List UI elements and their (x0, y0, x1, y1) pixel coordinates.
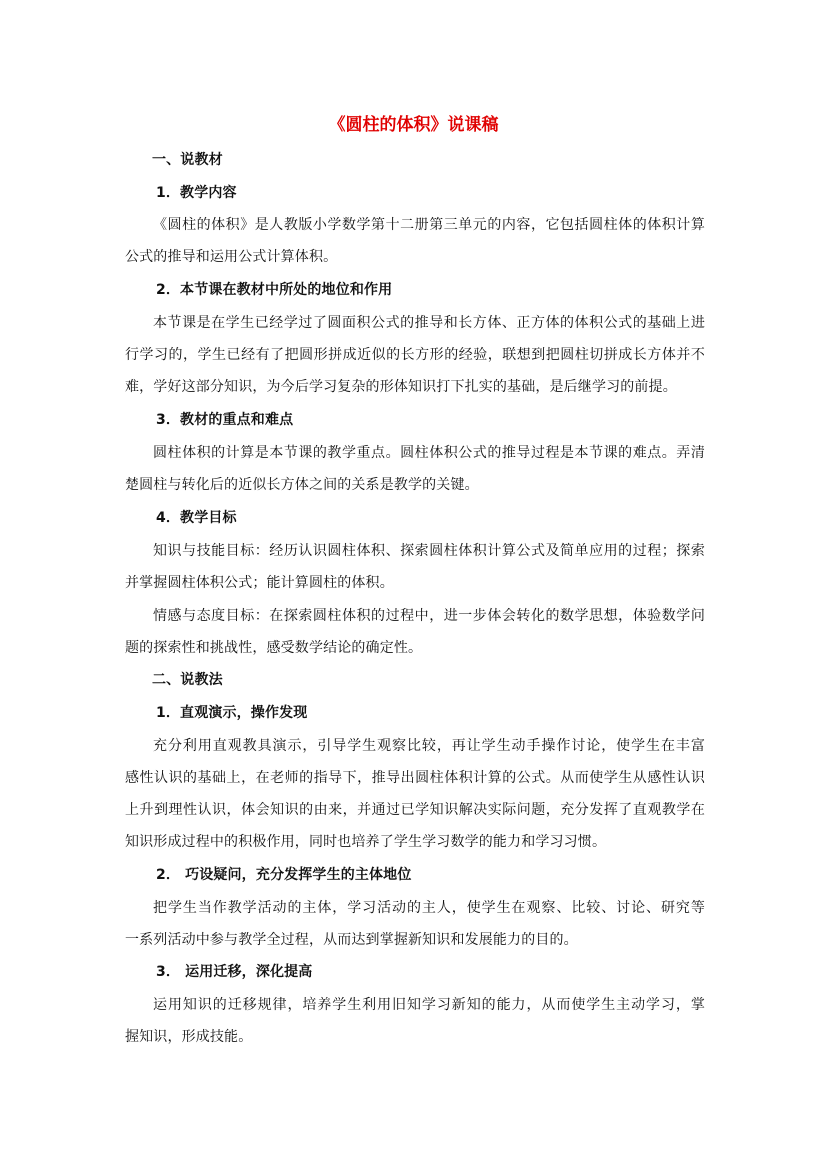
subheading-questions: 2． 巧设疑问，充分发挥学生的主体地位 (156, 867, 412, 883)
section-heading-2: 二、说教法 (152, 672, 223, 688)
paragraph-line: 《圆柱的体积》是人教版小学数学第十二册第三单元的内容，它包括圆柱体的体积计算 (153, 217, 705, 233)
paragraph-line: 公式的推导和运用公式计算体积。 (125, 249, 338, 265)
paragraph-line: 知识形成过程中的积极作用，同时也培养了学生学习数学的能力和学习习惯。 (125, 834, 607, 850)
paragraph-line: 楚圆柱与转化后的近似长方体之间的关系是教学的关键。 (125, 477, 479, 493)
subheading-teaching-content: 1．教学内容 (156, 185, 237, 201)
subheading-transfer: 3． 运用迁移，深化提高 (156, 964, 313, 980)
paragraph-line: 并掌握圆柱体积公式；能计算圆柱的体积。 (125, 575, 394, 591)
paragraph-line: 运用知识的迁移规律，培养学生利用旧知学习新知的能力，从而使学生主动学习，掌 (153, 997, 705, 1013)
paragraph-line: 把学生当作教学活动的主体，学习活动的主人，使学生在观察、比较、讨论、研究等 (153, 900, 705, 916)
paragraph-line: 行学习的，学生已经有了把圆形拼成近似的长方形的经验，联想到把圆柱切拼成长方体并不 (125, 347, 705, 363)
paragraph-line: 本节课是在学生已经学过了圆面积公式的推导和长方体、正方体的体积公式的基础上进 (153, 315, 705, 331)
subheading-key-points: 3．教材的重点和难点 (156, 412, 294, 428)
subheading-teaching-goals: 4．教学目标 (156, 510, 237, 526)
paragraph-line: 知识与技能目标：经历认识圆柱体积、探索圆柱体积计算公式及简单应用的过程；探索 (153, 543, 705, 559)
paragraph-line: 难，学好这部分知识，为今后学习复杂的形体知识打下扎实的基础，是后继学习的前提。 (125, 379, 677, 395)
paragraph-line: 充分利用直观教具演示，引导学生观察比较，再让学生动手操作讨论，使学生在丰富 (153, 738, 705, 754)
paragraph-line: 感性认识的基础上，在老师的指导下，推导出圆柱体积计算的公式。从而使学生从感性认识 (125, 770, 705, 786)
paragraph-line: 题的探索性和挑战性，感受数学结论的确定性。 (125, 640, 423, 656)
paragraph-line: 握知识，形成技能。 (125, 1029, 253, 1045)
paragraph-line: 上升到理性认识，体会知识的由来，并通过已学知识解决实际问题，充分发挥了直观教学在 (125, 802, 705, 818)
paragraph-line: 情感与态度目标：在探索圆柱体积的过程中，进一步体会转化的数学思想，体验数学问 (153, 608, 705, 624)
page-title: 《圆柱的体积》说课稿 (328, 115, 499, 135)
section-heading-1: 一、说教材 (152, 152, 223, 168)
subheading-visual-demo: 1．直观演示，操作发现 (156, 705, 308, 721)
paragraph-line: 一系列活动中参与教学全过程，从而达到掌握新知识和发展能力的目的。 (125, 932, 578, 948)
subheading-position-role: 2．本节课在教材中所处的地位和作用 (156, 282, 393, 298)
paragraph-line: 圆柱体积的计算是本节课的教学重点。圆柱体积公式的推导过程是本节课的难点。弄清 (153, 445, 705, 461)
